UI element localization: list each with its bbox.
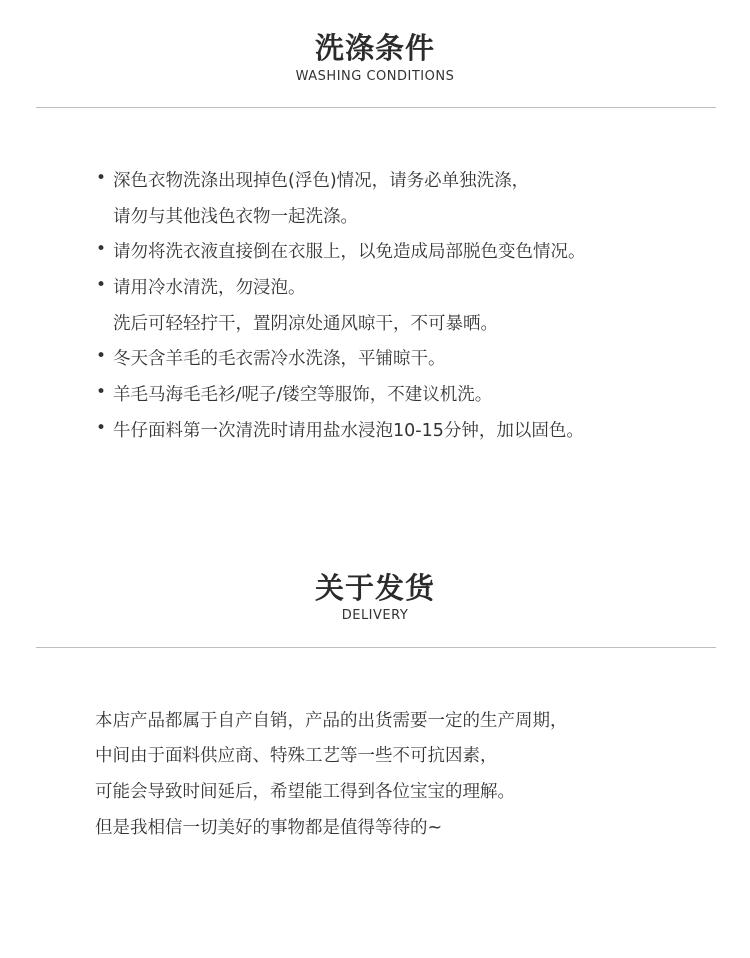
delivery-title: 关于发货: [314, 571, 435, 605]
washing-item: 冬天含羊毛的毛衣需冷水洗涤，平铺晾干。: [113, 349, 446, 369]
washing-item: 洗后可轻轻拧干，置阴凉处通风晾干，不可暴晒。: [113, 314, 498, 334]
washing-divider: [36, 107, 716, 108]
bullet-icon: •: [96, 168, 107, 188]
washing-item: 请勿与其他浅色衣物一起洗涤。: [113, 207, 358, 227]
bullet-icon: •: [96, 418, 107, 438]
washing-item: 羊毛马海毛毛衫/呢子/镂空等服饰，不建议机洗。: [113, 385, 493, 405]
delivery-line: 但是我相信一切美好的事物都是值得等待的~: [95, 818, 443, 838]
bullet-icon: •: [96, 275, 107, 295]
delivery-line: 本店产品都属于自产自销，产品的出货需要一定的生产周期，: [95, 711, 568, 731]
delivery-divider: [36, 647, 716, 648]
washing-item: 牛仔面料第一次清洗时请用盐水浸泡10-15分钟，加以固色。: [113, 421, 584, 441]
delivery-line: 可能会导致时间延后，希望能工得到各位宝宝的理解。: [95, 782, 515, 802]
delivery-line: 中间由于面料供应商、特殊工艺等一些不可抗因素，: [95, 746, 498, 766]
delivery-subtitle: DELIVERY: [341, 608, 409, 623]
washing-item: 深色衣物洗涤出现掉色(浮色)情况，请务必单独洗涤，: [113, 171, 530, 191]
washing-title: 洗涤条件: [314, 31, 435, 65]
washing-item: 请勿将洗衣液直接倒在衣服上，以免造成局部脱色变色情况。: [113, 242, 586, 262]
bullet-icon: •: [96, 239, 107, 259]
washing-subtitle: WASHING CONDITIONS: [295, 69, 455, 84]
bullet-icon: •: [96, 346, 107, 366]
bullet-icon: •: [96, 382, 107, 402]
washing-item: 请用冷水清洗，勿浸泡。: [113, 278, 306, 298]
